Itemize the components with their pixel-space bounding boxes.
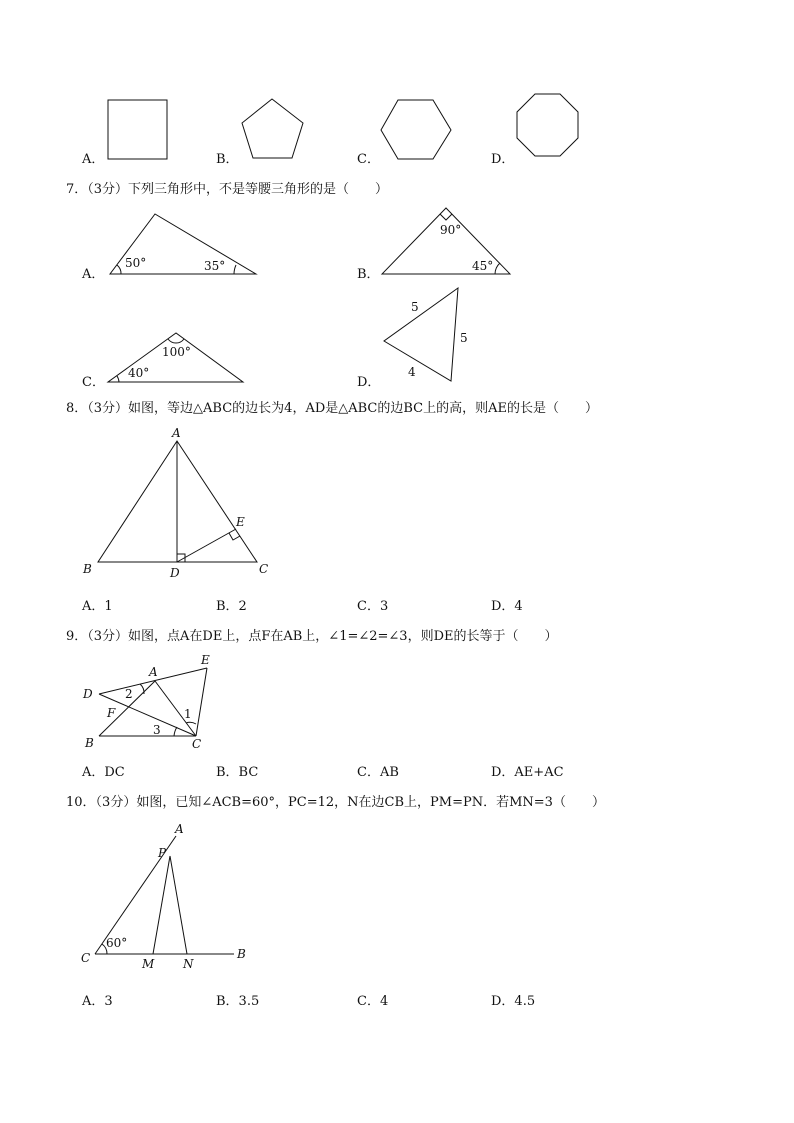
q10-label-a: A: [175, 822, 184, 836]
q10-option-b[interactable]: B．3.5: [216, 994, 260, 1009]
q8-option-a[interactable]: A．1: [82, 599, 113, 614]
q9-option-c[interactable]: C．AB: [357, 765, 399, 780]
q10-label-m: M: [142, 957, 155, 971]
q10-option-a[interactable]: A．3: [82, 994, 113, 1009]
q7-b-angle-90: 90°: [440, 223, 462, 237]
q9-option-a[interactable]: A．DC: [82, 765, 125, 780]
q8-label-e: E: [236, 515, 245, 529]
q7-d-side-right: 5: [460, 331, 468, 345]
q9-label-a: A: [149, 665, 158, 679]
q8-option-d[interactable]: D．4: [491, 599, 523, 614]
q7-option-c-letter[interactable]: C．: [82, 375, 105, 390]
q7-stem: 7．（3分）下列三角形中，不是等腰三角形的是（ ）: [66, 182, 389, 197]
q8-stem: 8．（3分）如图，等边△ABC的边长为4，AD是△ABC的边BC上的高，则AE的长是（ ）: [66, 401, 598, 416]
q9-option-d[interactable]: D．AE+AC: [491, 765, 564, 780]
q9-label-c: C: [192, 737, 202, 751]
q9-stem: 9．（3分）如图，点A在DE上，点F在AB上，∠1=∠2=∠3，则DE的长等于（ ）: [66, 629, 558, 644]
q9-label-2: 2: [125, 687, 133, 701]
q7-option-a-letter[interactable]: A．: [82, 267, 105, 282]
q10-option-c[interactable]: C．4: [357, 994, 389, 1009]
q9-label-f: F: [107, 706, 116, 720]
q7-d-side-bottom: 4: [408, 365, 416, 379]
q6-option-c-letter[interactable]: C．: [357, 152, 380, 167]
q6-option-d-letter[interactable]: D．: [491, 152, 515, 167]
q9-label-1: 1: [184, 707, 192, 721]
q10-label-p: P: [158, 846, 167, 860]
q9-label-3: 3: [153, 723, 161, 737]
q10-stem: 10．（3分）如图，已知∠ACB=60°，PC=12，N在边CB上，PM=PN．若MN=3（ ）: [66, 795, 605, 810]
q6-option-a-letter[interactable]: A．: [82, 152, 105, 167]
q8-label-c: C: [259, 562, 269, 576]
q9-option-b[interactable]: B．BC: [216, 765, 259, 780]
q10-label-n: N: [183, 957, 194, 971]
q7-d-side-left: 5: [411, 300, 419, 314]
q10-label-b: B: [237, 947, 246, 961]
q7-c-angle-40: 40°: [128, 366, 150, 380]
q7-c-angle-100: 100°: [162, 345, 191, 359]
q7-a-angle-35: 35°: [204, 259, 226, 273]
q7-a-angle-50: 50°: [125, 256, 147, 270]
q7-option-d-letter[interactable]: D．: [357, 375, 381, 390]
q9-label-b: B: [85, 736, 94, 750]
q7-b-angle-45: 45°: [472, 259, 494, 273]
q9-label-d: D: [83, 687, 93, 701]
q8-label-a: A: [172, 426, 181, 440]
q9-label-e: E: [201, 653, 210, 667]
q8-label-b: B: [83, 562, 92, 576]
q10-label-c: C: [81, 951, 91, 965]
q10-option-d[interactable]: D．4.5: [491, 994, 536, 1009]
q8-option-c[interactable]: C．3: [357, 599, 389, 614]
q10-angle-60: 60°: [106, 936, 128, 950]
q6-option-b-letter[interactable]: B．: [216, 152, 239, 167]
q7-option-b-letter[interactable]: B．: [357, 267, 380, 282]
q8-label-d: D: [170, 566, 180, 580]
q8-option-b[interactable]: B．2: [216, 599, 247, 614]
